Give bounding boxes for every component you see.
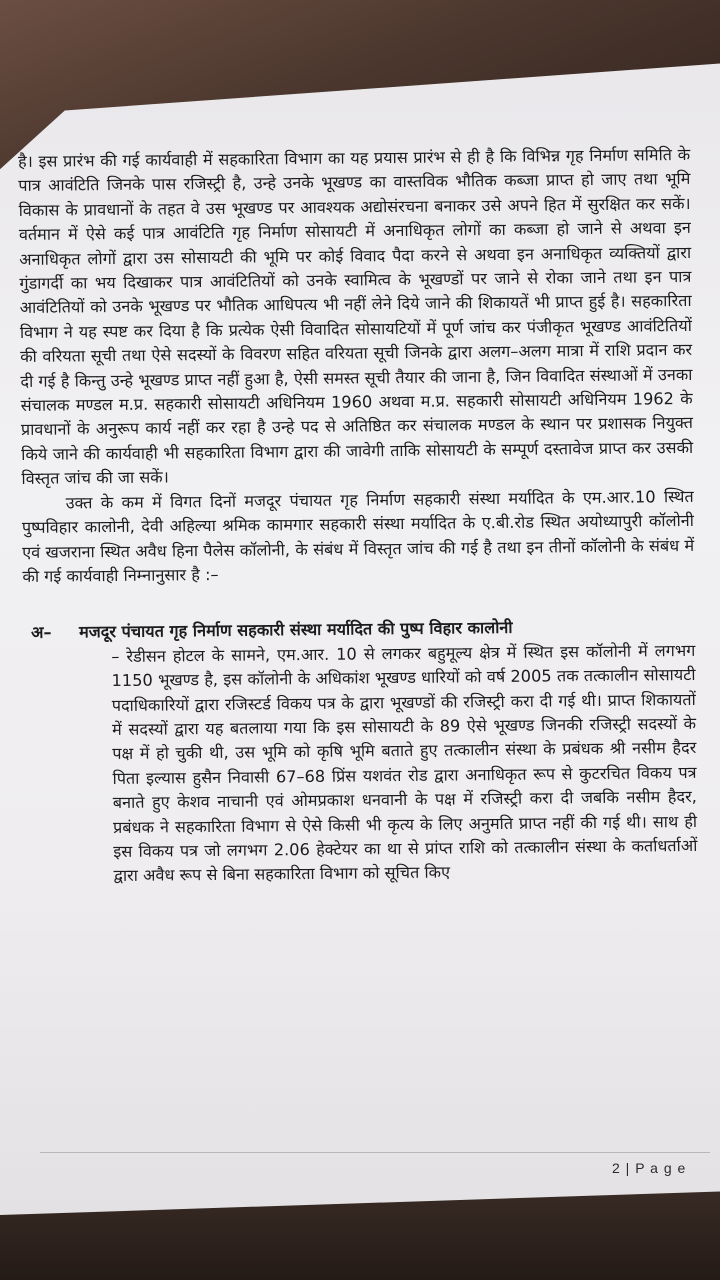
footer-rule	[40, 1152, 710, 1153]
document-page	[18, 143, 698, 890]
second-paragraph: उक्त के कम में विगत दिनों मजदूर पंचायत गृह निर्माण सहकारी संस्था मर्यादित के एम.आर.10 स्थित पुष्पविहार कालोनी, देवी अहिल्या श्रमिक कामगार सहकारी संस्था मर्यादित के ए.बी.रोड स्थित अयोध्यापुरी कॉलोनी एवं खजराना स्थित अवैध हिना पैलेस कॉलोनी, के संबंध में विस्तृत जांच की गई है तथा इन तीनों कॉलोनी के संबंध में की गई कार्यवाही निम्नानुसार है :–	[21, 486, 695, 586]
section-a-marker: अ–	[30, 622, 52, 643]
page-number: 2 | P a g e	[612, 1160, 687, 1176]
section-a	[23, 614, 698, 889]
section-a-body: – रेडीसन होटल के सामने, एम.आर. 10 से लगकर बहुमूल्य क्षेत्र में स्थित इस कॉलोनी में लगभग 1150 भूखण्ड है, इस कॉलोनी के अधिकांश भूखण्ड धारियों को वर्ष 2005 तक तत्कालीन सोसायटी पदाधिकारियों द्वारा रजिस्टर्ड विकय पत्र के द्वारा भूखण्डों की रजिस्ट्री करा दी गई थी। प्राप्त शिकायतों में सदस्यों द्वारा यह बतलाया गया कि इस सोसायटी के 89 ऐसे भूखण्ड जिनकी रजिस्ट्री सदस्यों के पक्ष में हो चुकी थी, उस भूमि को कृषि भूमि बताते हुए तत्कालीन संस्था के प्रबंधक श्री नसीम हैदर पिता इल्यास हुसैन निवासी 67–68 प्रिंस यशवंत रोड द्वारा अनाधिकृत रूप से कुटरचित विकय पत्र बनाते हुए केशव नाचानी एवं ओमप्रकाश धनवानी के पक्ष में रजिस्ट्री करा दी जबकि नसीम हैदर, प्रबंधक ने सहकारिता विभाग से ऐसे किसी भी कृत्य के लिए अनुमति प्राप्त नहीं की गई थी। साथ ही इस विकय पत्र जो लगभग 2.06 हेक्टेयर का था से प्रांप्त राशि को तत्कालीन संस्था के कर्ताधर्ताओं द्वारा अवैध रूप से बिना सहकारिता विभाग को सूचित किए	[111, 640, 698, 886]
section-a-title: मजदूर पंचायत गृह निर्माण सहकारी संस्था मर्यादित की पुष्प विहार कालोनी	[78, 618, 513, 642]
intro-paragraph: है। इस प्रारंभ की गई कार्यवाही में सहकारिता विभाग का यह प्रयास प्रारंभ से ही है कि विभिन्न गृह निर्माण समिति के पात्र आवंटिति जिनके पास रजिस्ट्री है, उन्हे उनके भूखण्ड का वास्तविक भौतिक कब्जा प्राप्त हो जाए तथा भूमि विकास के प्रावधानों के तहत वे उस भूखण्ड पर आवश्यक अद्योसंरचना बनाकर उसे अपने हित में सुरक्षित कर सकें। वर्तमान में ऐसे कई पात्र आवंटिति गृह निर्माण सोसायटी में अनाधिकृत लोगों का कब्जा हो जाने से अथवा इन अनाधिकृत लोगों द्वारा उस सोसायटी की भूमि पर कोई विवाद पैदा करने से अथवा इन अनाधिकृत व्यक्तियों द्वारा गुंडागर्दी का भय दिखाकर पात्र आवंटितियों को उनके स्वामित्व के भूखण्डों पर जाने से रोका जाने तथा इन पात्र आवंटितियों को उनके भूखण्ड पर भौतिक आधिपत्य भी नहीं लेने दिये जाने की शिकायतें भी प्राप्त हुई है। सहकारिता विभाग ने यह स्पष्ट कर दिया है कि प्रत्येक ऐसी विवादित सोसायटियों में पूर्ण जांच कर पंजीकृत भूखण्ड आवंटितियों की वरियता सूची तथा ऐसे सदस्यों के विवरण सहित वरियता सूची जिनके द्वारा अलग–अलग मात्रा में राशि प्रदान कर दी गई है किन्तु उन्हे भूखण्ड प्राप्त नहीं हुआ है, ऐसी समस्त सूची तैयार की जाना है, जिन विवादित संस्थाओं में उनका संचालक मण्डल म.प्र. सहकारी सोसायटी अधिनियम 1960 अथवा म.प्र. सहकारी सोसायटी अधिनियम 1962 के प्रावधानों के अनुरूप कार्य नहीं कर रहा है उन्हे पद से अतिष्ठित कर संचालक मण्डल के स्थान पर प्रशासक नियुक्त किये जाने की कार्यवाही भी सहकारिता विभाग द्वारा की जावेगी ताकि सोसायटी के सम्पूर्ण दस्तावेज प्राप्त कर उसकी विस्तृत जांच की जा सकें।	[18, 144, 694, 489]
